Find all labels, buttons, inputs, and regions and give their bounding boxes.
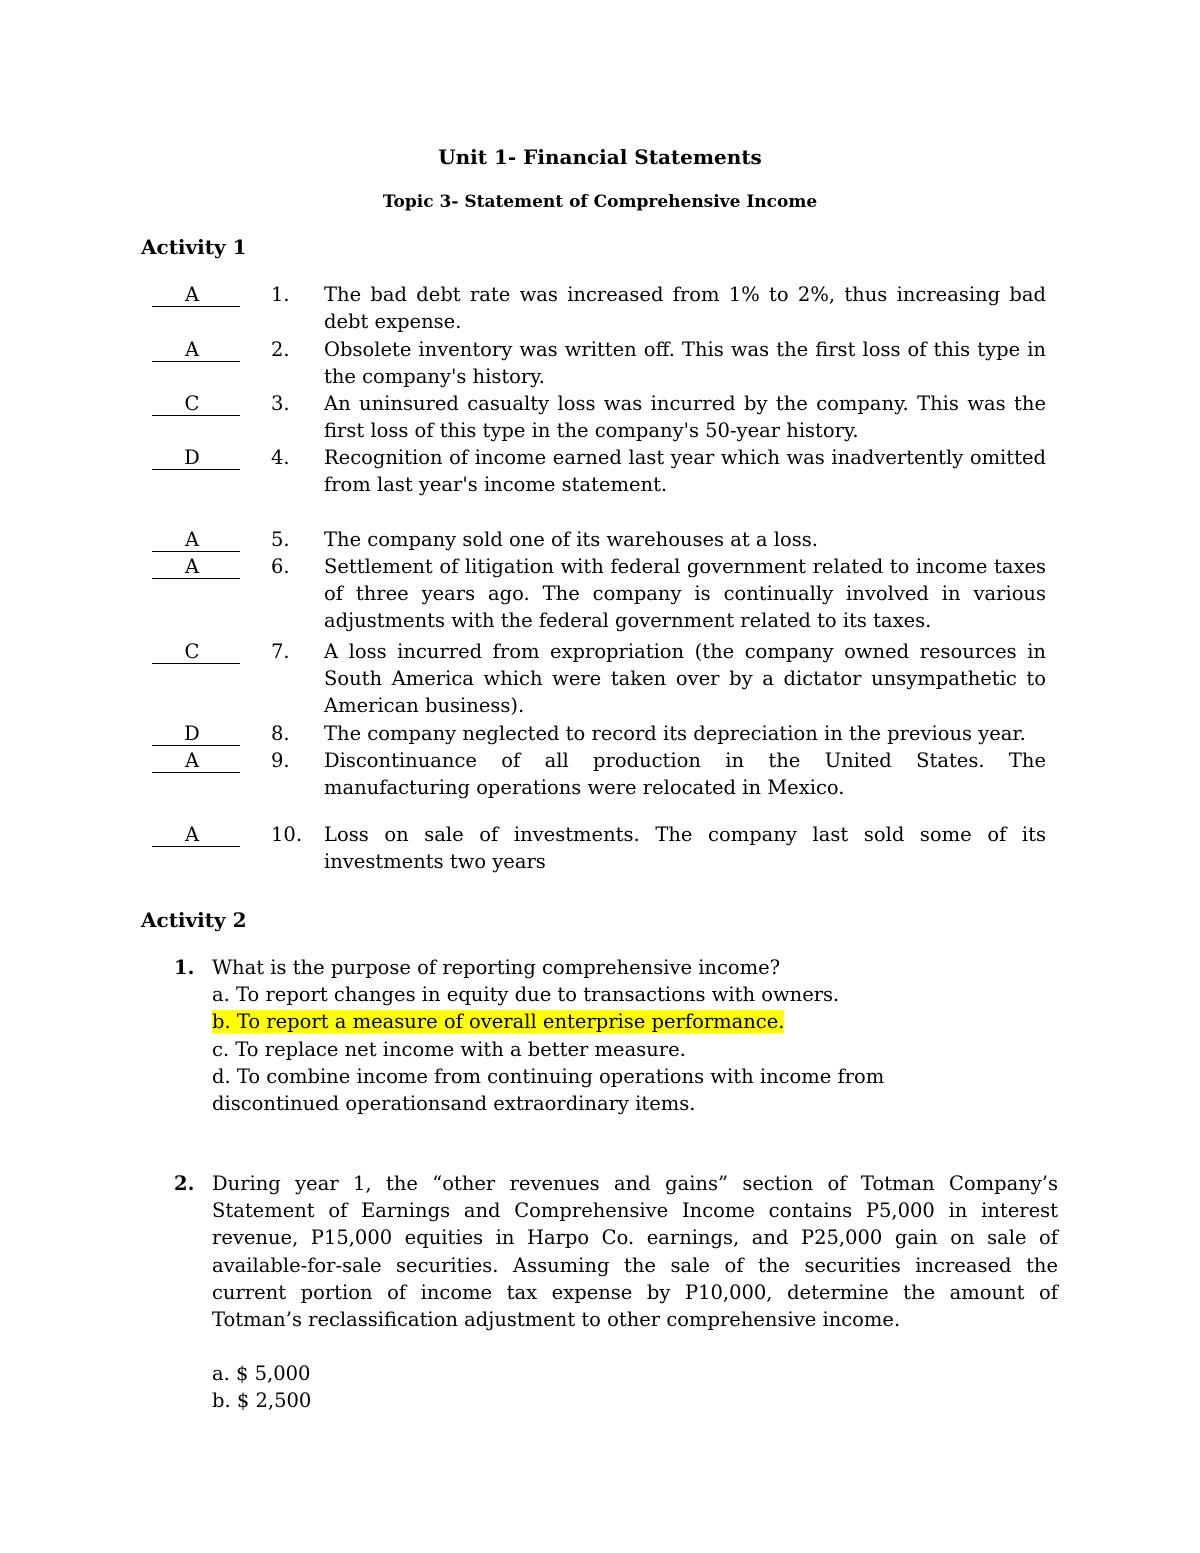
item-number: 2. xyxy=(271,338,290,361)
item-text: Recognition of income earned last year which was inadvertently omitted from last year's income statement. xyxy=(324,446,1046,497)
item-number: 1. xyxy=(271,283,290,306)
item-number: 10. xyxy=(271,823,303,846)
answer-blank: A xyxy=(152,553,240,579)
option-b: b. $ 2,500 xyxy=(212,1389,312,1413)
option-b xyxy=(212,1008,1058,1035)
document-subtitle: Topic 3- Statement of Comprehensive Income xyxy=(382,192,818,212)
answer-blank: A xyxy=(152,336,240,362)
question-number: 2. xyxy=(174,1172,195,1195)
activity-1-heading: Activity 1 xyxy=(141,235,247,259)
item-text: The company sold one of its warehouses at a loss. xyxy=(324,528,818,551)
item-text: Obsolete inventory was written off. This was the first loss of this type in the company's history. xyxy=(324,338,1046,389)
item-text: The bad debt rate was increased from 1% to 2%, thus increasing bad debt expense. xyxy=(324,283,1046,334)
question-number: 1. xyxy=(174,956,195,979)
answer-blank: A xyxy=(152,281,240,307)
item-number: 8. xyxy=(271,722,290,745)
option-a: a. $ 5,000 xyxy=(212,1362,311,1386)
question-body xyxy=(212,1170,1058,1415)
answer-blank: D xyxy=(152,444,240,470)
highlighted-answer: b. To report a measure of overall enterprise performance. xyxy=(212,1010,785,1034)
spacer xyxy=(212,1333,1058,1360)
option-a: a. To report changes in equity due to transactions with owners. xyxy=(212,983,840,1007)
answer-blank: C xyxy=(152,390,240,416)
item-number: 9. xyxy=(271,749,290,772)
item-number: 4. xyxy=(271,446,290,469)
item-text: The company neglected to record its depreciation in the previous year. xyxy=(324,722,1026,745)
answer-blank: C xyxy=(152,638,240,664)
item-number: 3. xyxy=(271,392,290,415)
question-body xyxy=(212,954,1058,1117)
item-text: Loss on sale of investments. The company last sold some of its investments two years xyxy=(324,823,1046,874)
option-d: d. To combine income from continuing operations with income from discontinued operationsand extraordinary items. xyxy=(212,1064,885,1116)
item-text: An uninsured casualty loss was incurred by the company. This was the first loss of this type in the company's 50-year history. xyxy=(324,392,1046,443)
answer-blank: A xyxy=(152,747,240,773)
answer-blank: A xyxy=(152,526,240,552)
answer-blank: A xyxy=(152,821,240,847)
document-title: Unit 1- Financial Statements xyxy=(438,145,762,169)
question-text: What is the purpose of reporting comprehensive income? xyxy=(212,956,781,979)
item-text: A loss incurred from expropriation (the company owned resources in South America which were taken over by a dictator unsympathetic to American business). xyxy=(324,640,1046,718)
question-text: During year 1, the “other revenues and gains” section of Totman Company’s Statement of Earnings and Comprehensive Income contains P5,000 in interest revenue, P15,000 equities in Harpo Co. earnings, and P25,000 gain on sale of available-for-sale securities. Assuming the sale of the securities increased the current portion of income tax expense by P10,000, determine the amount of Totman’s reclassification adjustment to other comprehensive income. xyxy=(212,1172,1058,1332)
answer-blank: D xyxy=(152,720,240,746)
item-number: 5. xyxy=(271,528,290,551)
option-c: c. To replace net income with a better measure. xyxy=(212,1037,686,1061)
item-number: 7. xyxy=(271,640,290,663)
item-text: Discontinuance of all production in the United States. The manufacturing operations were relocated in Mexico. xyxy=(324,749,1046,800)
activity-2-heading: Activity 2 xyxy=(141,908,247,932)
item-text: Settlement of litigation with federal government related to income taxes of three years ago. The company is continually involved in various adjustments with the federal government related to its taxes. xyxy=(324,555,1046,633)
item-number: 6. xyxy=(271,555,290,578)
